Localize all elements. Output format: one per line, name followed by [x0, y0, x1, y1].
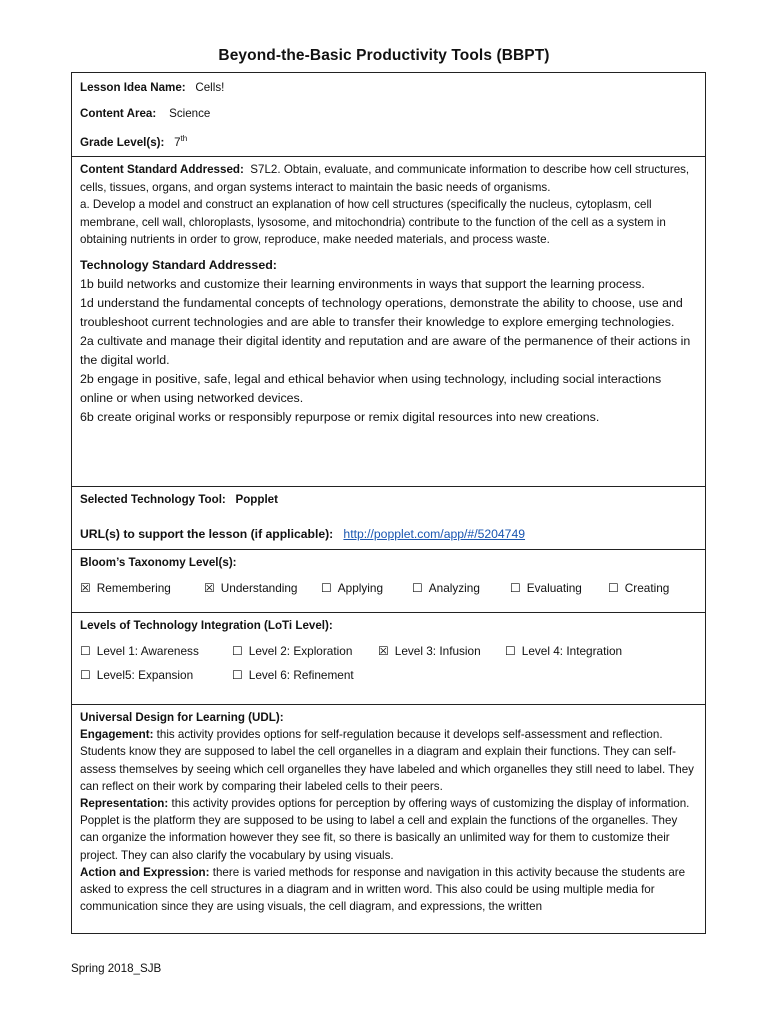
document-title: Beyond-the-Basic Productivity Tools (BBPT): [218, 47, 550, 64]
tool-label: Selected Technology Tool:: [80, 493, 226, 506]
grade-level-suffix: th: [180, 134, 188, 143]
option-label: Creating: [624, 580, 670, 595]
udl-section: [72, 705, 705, 931]
tech-standard-code: 2a: [80, 333, 94, 348]
checkbox-icon[interactable]: ☐: [80, 643, 91, 658]
loti-option[interactable]: [378, 644, 505, 658]
loti-options-row: [80, 644, 697, 658]
tech-standard-code: 6b: [80, 409, 94, 424]
lesson-plan-table: [71, 72, 706, 934]
blooms-options: [80, 581, 697, 595]
checkbox-icon[interactable]: ☐: [80, 667, 91, 682]
checkbox-icon[interactable]: ☐: [608, 580, 619, 595]
udl-paragraph: [80, 864, 697, 916]
option-label: Level 1: Awareness: [96, 643, 199, 658]
option-label: Level 4: Integration: [521, 643, 623, 658]
content-standard-label: Content Standard Addressed:: [80, 163, 244, 176]
tech-standard-item: [80, 332, 697, 370]
udl-paragraph-text: this activity provides options for perception by offering ways of customizing the display of information. Popplet is the platform they are supposed to be using to label a cell and explain the functions of the organelles. They can organize the information however they see fit, so there is basically an unlimited way for them to customize their project. They can also clarify the vocabulary by using visuals.: [80, 797, 690, 862]
checked-box-icon[interactable]: ☒: [80, 580, 91, 595]
checkbox-icon[interactable]: ☐: [510, 580, 521, 595]
loti-option[interactable]: [80, 644, 232, 658]
lesson-name-label: Lesson Idea Name:: [80, 81, 186, 94]
option-label: Evaluating: [526, 580, 582, 595]
content-standard-sub: a. Develop a model and construct an explanation of how cell structures (specifically the nucleus, cytoplasm, cell membrane, cell wall, chloroplasts, lysosome, and mitochondria) contribute to the function of the cell as a system in obtaining nutrients in order to grow, reproduce, make needed materials, and process waste.: [80, 198, 666, 246]
udl-paragraph-label: Engagement:: [80, 728, 154, 742]
loti-label: Levels of Technology Integration (LoTi Level):: [80, 619, 333, 632]
tech-standard-code: 1d: [80, 295, 94, 310]
tech-standard-text: engage in positive, safe, legal and ethical behavior when using technology, including social interactions online or when using networked devices.: [80, 371, 662, 405]
udl-paragraph-text: there is varied methods for response and navigation in this activity because the students are asked to express the cell structures in a diagram and in written word. This also could be using multiple media for communication since they are using visuals, the cell diagram, and expressions, the written: [80, 865, 686, 914]
udl-paragraph: [80, 795, 697, 864]
tech-standard-label: Technology Standard Addressed:: [80, 257, 277, 272]
tech-standard-text: understand the fundamental concepts of technology operations, demonstrate the ability to choose, use and troubleshoot current technologies and are able to transfer their knowledge to explore emerging technologies.: [80, 295, 683, 329]
grade-level-label: Grade Level(s):: [80, 135, 165, 149]
tech-standard-code: 2b: [80, 371, 94, 386]
tech-standard-text: cultivate and manage their digital identity and reputation and are aware of the permanence of their actions in the digital world.: [80, 333, 691, 367]
tech-standard-text: build networks and customize their learning environments in ways that support the learning process.: [97, 276, 645, 291]
udl-paragraph-text: this activity provides options for self-regulation because it develops self-assessment and reflection. Students know they are supposed to label the cell organelles in a diagram and explain their functions. They can self-assess themselves by seeing which cell organelles they have labeled and which organelles they still need to label. They can reflect on their work by comparing their labeled cells to their peers.: [80, 728, 694, 793]
tech-standard-item: [80, 294, 697, 332]
loti-option[interactable]: [80, 668, 232, 682]
tech-standard-item: [80, 408, 697, 427]
option-label: Analyzing: [428, 580, 480, 595]
checkbox-icon[interactable]: ☐: [232, 643, 243, 658]
loti-option[interactable]: [232, 668, 354, 682]
udl-label: Universal Design for Learning (UDL):: [80, 711, 284, 724]
tool-value: Popplet: [235, 493, 278, 506]
tech-standard-text: create original works or responsibly repurpose or remix digital resources into new creations.: [97, 409, 600, 424]
blooms-option[interactable]: [510, 581, 608, 595]
loti-options-row: [80, 668, 697, 682]
udl-paragraph-label: Representation:: [80, 797, 169, 811]
blooms-option[interactable]: [204, 581, 321, 595]
blooms-option[interactable]: [321, 581, 412, 595]
tech-standard-code: 1b: [80, 276, 94, 291]
checkbox-icon[interactable]: ☐: [505, 643, 516, 658]
blooms-option[interactable]: [80, 581, 204, 595]
option-label: Remembering: [96, 580, 171, 595]
blooms-option[interactable]: [608, 581, 669, 595]
checked-box-icon[interactable]: ☒: [204, 580, 215, 595]
loti-option[interactable]: [505, 644, 622, 658]
tech-standard-item: [80, 275, 697, 294]
option-label: Level 3: Infusion: [394, 643, 481, 658]
grade-level-value: 7: [174, 135, 181, 149]
option-label: Level5: Expansion: [96, 667, 194, 682]
checkbox-icon[interactable]: ☐: [321, 580, 332, 595]
option-label: Level 6: Refinement: [248, 667, 354, 682]
lesson-info-section: [72, 73, 705, 157]
udl-paragraph: [80, 726, 697, 795]
content-area-value: Science: [169, 106, 211, 120]
option-label: Applying: [337, 580, 384, 595]
standards-section: [72, 157, 705, 487]
content-standard-text: S7L2. Obtain, evaluate, and communicate information to describe how cell structures, cells, tissues, organs, and organ systems interact to maintain the basic needs of organisms.: [80, 163, 690, 194]
udl-paragraph-label: Action and Expression:: [80, 865, 210, 879]
checkbox-icon[interactable]: ☐: [232, 667, 243, 682]
loti-option[interactable]: [232, 644, 378, 658]
url-label: URL(s) to support the lesson (if applicable):: [80, 526, 334, 541]
tool-section: [72, 487, 705, 550]
checkbox-icon[interactable]: ☐: [412, 580, 423, 595]
page-footer: Spring 2018_SJB: [71, 962, 162, 975]
checked-box-icon[interactable]: ☒: [378, 643, 389, 658]
tech-standard-item: [80, 370, 697, 408]
content-area-label: Content Area:: [80, 106, 157, 120]
loti-section: [72, 613, 705, 705]
popplet-url-link[interactable]: http://popplet.com/app/#/5204749: [343, 526, 526, 541]
option-label: Level 2: Exploration: [248, 643, 353, 658]
blooms-label: Bloom’s Taxonomy Level(s):: [80, 556, 237, 569]
option-label: Understanding: [220, 580, 298, 595]
blooms-option[interactable]: [412, 581, 510, 595]
lesson-name-value: Cells!: [195, 81, 225, 94]
blooms-section: [72, 550, 705, 613]
